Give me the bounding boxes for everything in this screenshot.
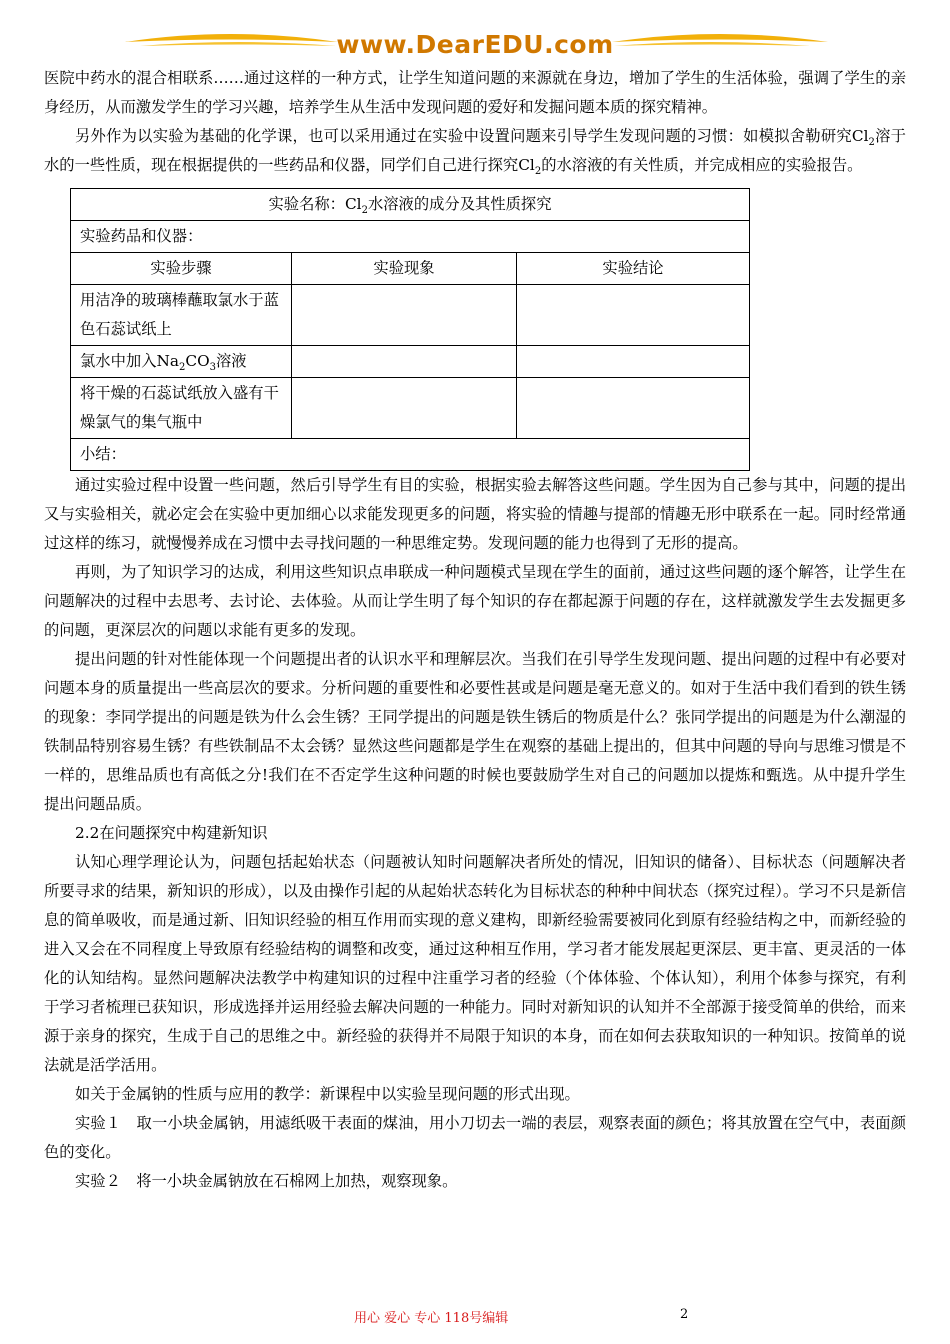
- step-cell: 用洁净的玻璃棒蘸取氯水于蓝色石蕊试纸上: [71, 285, 292, 346]
- table-row: [71, 221, 750, 253]
- step-cell: 将干燥的石蕊试纸放入盛有干燥氯气的集气瓶中: [71, 378, 292, 439]
- phenomenon-cell: [292, 285, 517, 346]
- step-cell: 氯水中加入$Na_2CO_3$溶液: [71, 346, 292, 378]
- table-row: [71, 285, 750, 346]
- paragraph: 如关于金属钠的性质与应用的教学：新课程中以实验呈现问题的形式出现。: [75, 1085, 580, 1103]
- table-row: [71, 346, 750, 378]
- phenomenon-cell: [292, 378, 517, 439]
- experiment-report-table: [70, 188, 750, 471]
- conclusion-cell: [517, 346, 750, 378]
- conclusion-cell: [517, 285, 750, 346]
- summary-cell: 小结：: [71, 439, 750, 471]
- page-number: 2: [680, 1307, 689, 1322]
- paragraph: 医院中药水的混合相联系……通过这样的一种方式，让学生知道问题的来源就在身边，增加了学生的生活体验，强调了学生的亲身经历，从而激发学生的学习兴趣，培养学生从生活中发现问题的爱好和发掘问题本质的探究精神。: [44, 69, 906, 116]
- table-title-cell: 实验名称：$Cl_2$水溶液的成分及其性质探究: [71, 189, 750, 221]
- paragraph: 通过实验过程中设置一些问题，然后引导学生有目的实验，根据实验去解答这些问题。学生因为自己参与其中，问题的提出又与实验相关，就必定会在实验中更加细心以求能发现更多的问题，将实验的情趣与提部的情趣无形中联系在一起。同时经常通过这样的练习，就慢慢养成在习惯中去寻找问题的一种思维定势。发现问题的能力也得到了无形的提高。: [44, 476, 906, 552]
- section-heading: 2.2在问题探究中构建新知识: [75, 824, 268, 842]
- column-header-phenomena: 实验现象: [292, 253, 517, 285]
- paragraph: 认知心理学理论认为，问题包括起始状态（问题被认知时问题解决者所处的情况，旧知识的储备）、目标状态（问题解决者所要寻求的结果，新知识的形成），以及由操作引起的从起始状态转化为目标状态的种种中间状态（探究过程）。学习不只是新信息的简单吸收，而是通过新、旧知识经验的相互作用而实现的意义建构，即新经验需要被同化到原有经验结构之中，而新经验的进入又会在不同程度上导致原有经验结构的调整和改变，通过这种相互作用，学习者才能发展起更深层、更丰富、更灵活的一体化的认知结构。显然问题解决法教学中构建知识的过程中注重学习者的经验（个体体验、个体认知），利用个体参与探究，有利于学习者梳理已获知识，形成选择并运用经验去解决问题的一种能力。同时对新知识的认知并不全部源于接受简单的供给，而来源于亲身的探究，生成于自己的思维之中。新经验的获得并不局限于知识的本身，而在如何去获取知识的一种知识。按简单的说法就是活学活用。: [44, 853, 906, 1074]
- site-logo[interactable]: www.DearEDU.com: [336, 30, 614, 59]
- table-row: [71, 189, 750, 221]
- table-header-row: [71, 253, 750, 285]
- phenomenon-cell: [292, 346, 517, 378]
- paragraph: 再则，为了知识学习的达成，利用这些知识点串联成一种问题模式呈现在学生的面前，通过这些问题的逐个解答，让学生在问题解决的过程中去思考、去讨论、去体验。从而让学生明了每个知识的存在都起源于问题的存在，这样就激发学生去发掘更多的问题，更深层次的问题以求能有更多的发现。: [44, 563, 906, 639]
- table-row: [71, 439, 750, 471]
- experiment-2: 实验２ 将一小块金属钠放在石棉网上加热，观察现象。: [75, 1172, 458, 1190]
- column-header-conclusion: 实验结论: [517, 253, 750, 285]
- conclusion-cell: [517, 378, 750, 439]
- paragraph: 另外作为以实验为基础的化学课，也可以采用通过在实验中设置问题来引导学生发现问题的习惯：如模拟舍勒研究$Cl_2$溶于水的一些性质，现在根据提供的一些药品和仪器，同学们自己进行探究$Cl_2$的水溶液的有关性质，并完成相应的实验报告。: [44, 127, 906, 178]
- paragraph: 提出问题的针对性能体现一个问题提出者的认识水平和理解层次。当我们在引导学生发现问题、提出问题的过程中有必要对问题本身的质量提出一些高层次的要求。分析问题的重要性和必要性甚或是问题是毫无意义的。如对于生活中我们看到的铁生锈的现象：李同学提出的问题是铁为什么会生锈？王同学提出的问题是铁生锈后的物质是什么？张同学提出的问题是为什么潮湿的铁制品特别容易生锈？有些铁制品不太会锈？显然这些问题都是学生在观察的基础上提出的，但其中问题的导向与思维习惯是不一样的，思维品质也有高低之分!我们在不否定学生这种问题的时候也要鼓励学生对自己的问题加以提炼和甄选。从中提升学生提出问题品质。: [44, 650, 906, 813]
- document-body: [44, 64, 906, 1196]
- column-header-steps: 实验步骤: [71, 253, 292, 285]
- footer-text: 用心 爱心 专心 118号编辑: [354, 1311, 509, 1326]
- table-row: [71, 378, 750, 439]
- materials-cell: 实验药品和仪器：: [71, 221, 750, 253]
- experiment-1: 实验１ 取一小块金属钠，用滤纸吸干表面的煤油，用小刀切去一端的表层，观察表面的颜色；将其放置在空气中，表面颜色的变化。: [44, 1114, 906, 1161]
